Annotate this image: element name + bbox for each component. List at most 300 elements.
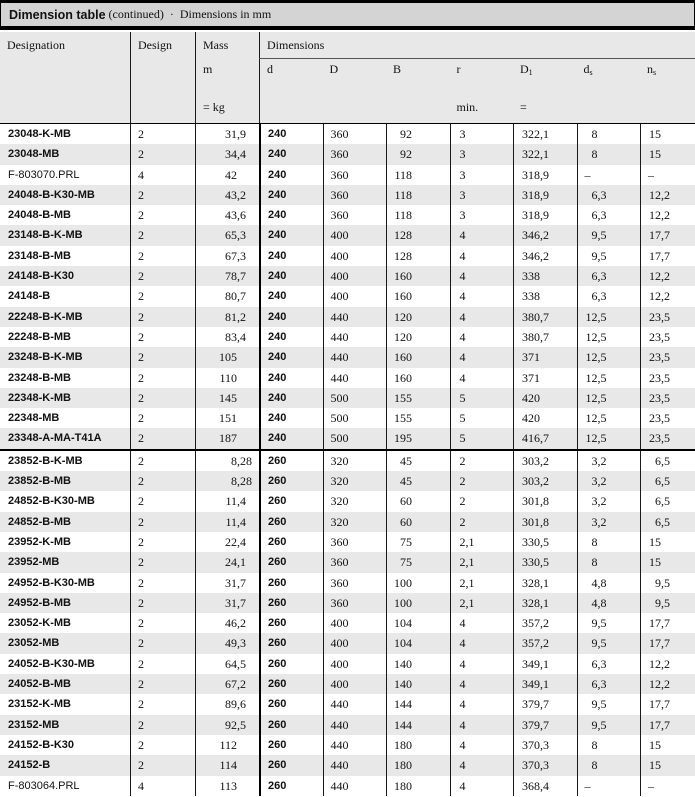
cell-d: 240 xyxy=(259,246,323,266)
column-header-design: Design xyxy=(130,32,195,59)
cell-ns: 12,2 xyxy=(640,266,695,286)
cell-D: 440 xyxy=(323,307,387,327)
cell-B: 140 xyxy=(386,674,450,694)
cell-mass_kg: 22,4 xyxy=(195,532,259,552)
cell-designation: 22248-B-K-MB xyxy=(8,310,83,323)
cell-ns: 17,7 xyxy=(640,694,695,714)
cell-r_min: 4 xyxy=(450,613,514,633)
cell-D: 360 xyxy=(323,593,387,613)
table-row xyxy=(0,327,695,347)
cell-B: 100 xyxy=(386,593,450,613)
cell-mass_kg: 64,5 xyxy=(195,654,259,674)
cell-design: 2 xyxy=(130,613,195,633)
cell-ns: 12,2 xyxy=(640,205,695,225)
cell-B: 160 xyxy=(386,368,450,388)
cell-d: 240 xyxy=(259,388,323,408)
cell-ds: 9,5 xyxy=(577,633,641,653)
cell-ds: 6,3 xyxy=(577,185,641,205)
cell-B: 140 xyxy=(386,654,450,674)
cell-D: 360 xyxy=(323,124,387,144)
cell-design: 2 xyxy=(130,266,195,286)
column-note-r-min: min. xyxy=(456,100,479,114)
cell-mass_kg: 67,3 xyxy=(195,246,259,266)
cell-ds: 12,5 xyxy=(577,428,641,448)
cell-ns: 15 xyxy=(640,735,695,755)
cell-D: 360 xyxy=(323,573,387,593)
cell-D: 360 xyxy=(323,205,387,225)
cell-designation: 23248-B-K-MB xyxy=(8,351,83,364)
cell-B: 92 xyxy=(386,144,450,164)
cell-D1: 330,5 xyxy=(513,532,577,552)
cell-r_min: 2,1 xyxy=(450,552,514,572)
cell-r_min: 4 xyxy=(450,694,514,714)
cell-ns: 23,5 xyxy=(640,327,695,347)
cell-designation: 23048-K-MB xyxy=(8,128,71,140)
column-header-mass-unit: = kg xyxy=(195,89,259,123)
cell-r_min: 3 xyxy=(450,205,514,225)
cell-designation: F-803064.PRL xyxy=(8,779,80,792)
cell-ds: 3,2 xyxy=(577,451,641,471)
cell-D: 500 xyxy=(323,428,387,448)
cell-D: 320 xyxy=(323,512,387,532)
title-separator: · xyxy=(169,7,174,21)
cell-D1: 380,7 xyxy=(513,327,577,347)
cell-D1: 379,7 xyxy=(513,715,577,735)
cell-ns: 12,2 xyxy=(640,286,695,306)
table-row xyxy=(0,307,695,327)
cell-ns: 6,5 xyxy=(640,471,695,491)
cell-d: 260 xyxy=(259,633,323,653)
cell-D1: 318,9 xyxy=(513,205,577,225)
cell-ds: 6,3 xyxy=(577,266,641,286)
cell-D1: 318,9 xyxy=(513,185,577,205)
cell-designation: 24048-B-K30-MB xyxy=(8,188,95,201)
cell-ds: 9,5 xyxy=(577,694,641,714)
cell-r_min: 2 xyxy=(450,512,514,532)
cell-r_min: 2 xyxy=(450,451,514,471)
cell-D: 320 xyxy=(323,471,387,491)
cell-r_min: 4 xyxy=(450,225,514,245)
header-empty xyxy=(130,89,195,123)
cell-B: 118 xyxy=(386,205,450,225)
cell-D1: 346,2 xyxy=(513,246,577,266)
cell-designation: 24148-B-K30 xyxy=(8,270,75,283)
cell-designation: 24952-B-K30-MB xyxy=(8,576,95,589)
cell-B: 195 xyxy=(386,428,450,448)
table-row xyxy=(0,388,695,408)
column-header-ds: $d_s$ xyxy=(583,62,593,77)
cell-designation: 23148-B-K-MB xyxy=(8,229,83,242)
table-row xyxy=(0,552,695,572)
cell-design: 2 xyxy=(130,185,195,205)
table-row xyxy=(0,124,695,144)
column-header-B: B xyxy=(393,62,402,76)
cell-B: 92 xyxy=(386,124,450,144)
cell-B: 128 xyxy=(386,225,450,245)
cell-D: 440 xyxy=(323,755,387,775)
cell-D1: 368,4 xyxy=(513,776,577,796)
cell-design: 2 xyxy=(130,654,195,674)
header-empty xyxy=(0,59,130,89)
cell-D: 400 xyxy=(323,633,387,653)
header-empty xyxy=(0,89,130,123)
cell-design: 2 xyxy=(130,205,195,225)
cell-B: 128 xyxy=(386,246,450,266)
cell-ds: 3,2 xyxy=(577,471,641,491)
cell-mass_kg: 105 xyxy=(195,347,259,367)
cell-d: 260 xyxy=(259,471,323,491)
cell-ds: 9,5 xyxy=(577,715,641,735)
cell-ds: 8 xyxy=(577,552,641,572)
cell-ns: 23,5 xyxy=(640,388,695,408)
cell-designation: 23952-K-MB xyxy=(8,535,71,548)
cell-mass_kg: 81,2 xyxy=(195,307,259,327)
cell-D: 400 xyxy=(323,225,387,245)
cell-r_min: 2 xyxy=(450,491,514,511)
cell-B: 155 xyxy=(386,388,450,408)
cell-D1: 416,7 xyxy=(513,428,577,448)
cell-d: 240 xyxy=(259,286,323,306)
cell-ns: 23,5 xyxy=(640,368,695,388)
table-body xyxy=(0,124,695,796)
column-header-mass: Mass xyxy=(195,32,259,59)
column-header-d: d xyxy=(259,59,323,89)
cell-B: 60 xyxy=(386,512,450,532)
cell-ns: 12,2 xyxy=(640,185,695,205)
cell-d: 240 xyxy=(259,408,323,428)
cell-mass_kg: 43,2 xyxy=(195,185,259,205)
cell-designation: 24152-B-K30 xyxy=(8,738,75,751)
cell-ns: 17,7 xyxy=(640,715,695,735)
cell-designation: 24852-B-MB xyxy=(8,515,71,528)
cell-r_min: 4 xyxy=(450,347,514,367)
cell-ns: 23,5 xyxy=(640,428,695,448)
cell-ns: 15 xyxy=(640,532,695,552)
cell-r_min: 4 xyxy=(450,266,514,286)
cell-mass_kg: 34,4 xyxy=(195,144,259,164)
column-header-ns: $n_s$ xyxy=(647,62,657,77)
cell-r_min: 3 xyxy=(450,185,514,205)
cell-B: 144 xyxy=(386,694,450,714)
cell-D1: 338 xyxy=(513,286,577,306)
cell-ns: 23,5 xyxy=(640,307,695,327)
cell-ds: 4,8 xyxy=(577,573,641,593)
header-empty xyxy=(259,89,323,123)
cell-r_min: 5 xyxy=(450,388,514,408)
header-row-2 xyxy=(0,59,695,89)
cell-ns: 15 xyxy=(640,755,695,775)
cell-r_min: 2,1 xyxy=(450,532,514,552)
cell-D: 360 xyxy=(323,532,387,552)
cell-r_min: 4 xyxy=(450,286,514,306)
cell-mass_kg: 65,3 xyxy=(195,225,259,245)
cell-B: 180 xyxy=(386,776,450,796)
cell-mass_kg: 89,6 xyxy=(195,694,259,714)
cell-D1: 328,1 xyxy=(513,593,577,613)
cell-r_min: 4 xyxy=(450,715,514,735)
cell-d: 260 xyxy=(259,532,323,552)
cell-ds: 9,5 xyxy=(577,246,641,266)
cell-B: 45 xyxy=(386,471,450,491)
cell-mass_kg: 151 xyxy=(195,408,259,428)
table-row xyxy=(0,165,695,185)
cell-D: 400 xyxy=(323,266,387,286)
cell-B: 180 xyxy=(386,735,450,755)
cell-D: 360 xyxy=(323,144,387,164)
cell-designation: 23052-MB xyxy=(8,637,60,650)
cell-D: 360 xyxy=(323,185,387,205)
cell-D1: 420 xyxy=(513,388,577,408)
cell-D1: 301,8 xyxy=(513,491,577,511)
cell-ds: – xyxy=(577,776,641,796)
cell-D1: 301,8 xyxy=(513,512,577,532)
cell-designation: 23852-B-K-MB xyxy=(8,454,83,467)
header-empty xyxy=(386,89,450,123)
cell-D1: 380,7 xyxy=(513,307,577,327)
cell-design: 2 xyxy=(130,225,195,245)
column-header-r: r xyxy=(456,62,461,76)
cell-r_min: 3 xyxy=(450,144,514,164)
cell-ns: 6,5 xyxy=(640,451,695,471)
cell-designation: 24052-B-K30-MB xyxy=(8,657,95,670)
table-row xyxy=(0,593,695,613)
cell-ds: 12,5 xyxy=(577,388,641,408)
cell-r_min: 4 xyxy=(450,776,514,796)
title-bar xyxy=(0,0,695,26)
cell-B: 155 xyxy=(386,408,450,428)
cell-D1: 379,7 xyxy=(513,694,577,714)
table-row xyxy=(0,694,695,714)
cell-D: 500 xyxy=(323,388,387,408)
cell-D: 440 xyxy=(323,347,387,367)
cell-r_min: 4 xyxy=(450,633,514,653)
cell-design: 2 xyxy=(130,593,195,613)
cell-mass_kg: 46,2 xyxy=(195,613,259,633)
cell-mass_kg: 145 xyxy=(195,388,259,408)
cell-ns: – xyxy=(640,165,695,185)
cell-B: 104 xyxy=(386,613,450,633)
cell-ns: 23,5 xyxy=(640,408,695,428)
cell-d: 240 xyxy=(259,347,323,367)
cell-B: 104 xyxy=(386,633,450,653)
cell-D: 440 xyxy=(323,715,387,735)
cell-ns: 15 xyxy=(640,124,695,144)
cell-design: 2 xyxy=(130,735,195,755)
cell-B: 160 xyxy=(386,347,450,367)
cell-designation: 22248-B-MB xyxy=(8,330,71,343)
cell-design: 2 xyxy=(130,552,195,572)
cell-ds: 9,5 xyxy=(577,613,641,633)
table-row xyxy=(0,654,695,674)
cell-D: 400 xyxy=(323,674,387,694)
header-row-3 xyxy=(0,89,695,123)
cell-ds: – xyxy=(577,165,641,185)
column-header-dimensions: Dimensions xyxy=(259,32,695,59)
cell-d: 260 xyxy=(259,715,323,735)
cell-design: 2 xyxy=(130,124,195,144)
cell-d: 240 xyxy=(259,225,323,245)
column-header-D1: $D_1$ xyxy=(520,62,533,77)
cell-D: 360 xyxy=(323,165,387,185)
cell-D1: 349,1 xyxy=(513,674,577,694)
title-continued-text: (continued) xyxy=(108,7,164,21)
cell-ds: 12,5 xyxy=(577,347,641,367)
cell-d: 260 xyxy=(259,694,323,714)
cell-ds: 8 xyxy=(577,755,641,775)
cell-B: 75 xyxy=(386,552,450,572)
cell-D1: 328,1 xyxy=(513,573,577,593)
table-row xyxy=(0,368,695,388)
cell-mass_kg: 31,9 xyxy=(195,124,259,144)
table-row xyxy=(0,674,695,694)
cell-D1: 303,2 xyxy=(513,451,577,471)
cell-ns: 6,5 xyxy=(640,512,695,532)
cell-D1: 303,2 xyxy=(513,471,577,491)
cell-design: 2 xyxy=(130,388,195,408)
cell-mass_kg: 31,7 xyxy=(195,573,259,593)
cell-designation: 24952-B-MB xyxy=(8,596,71,609)
cell-mass_kg: 112 xyxy=(195,735,259,755)
table-row xyxy=(0,613,695,633)
cell-ds: 6,3 xyxy=(577,286,641,306)
table-row xyxy=(0,573,695,593)
cell-ns: 15 xyxy=(640,552,695,572)
cell-r_min: 5 xyxy=(450,428,514,448)
header-empty xyxy=(640,89,695,123)
table-row xyxy=(0,735,695,755)
cell-designation: 24852-B-K30-MB xyxy=(8,495,95,508)
cell-ns: 12,2 xyxy=(640,654,695,674)
cell-D1: 420 xyxy=(513,408,577,428)
cell-d: 260 xyxy=(259,613,323,633)
header-empty xyxy=(577,89,641,123)
cell-mass_kg: 110 xyxy=(195,368,259,388)
title-note: Dimensions in mm xyxy=(179,7,272,21)
cell-ds: 12,5 xyxy=(577,368,641,388)
cell-r_min: 5 xyxy=(450,408,514,428)
cell-mass_kg: 187 xyxy=(195,428,259,448)
cell-D1: 322,1 xyxy=(513,124,577,144)
cell-r_min: 4 xyxy=(450,327,514,347)
cell-design: 2 xyxy=(130,408,195,428)
header-row-1 xyxy=(0,32,695,59)
table-row xyxy=(0,408,695,428)
cell-design: 2 xyxy=(130,451,195,471)
cell-D: 440 xyxy=(323,735,387,755)
cell-B: 120 xyxy=(386,307,450,327)
cell-mass_kg: 78,7 xyxy=(195,266,259,286)
cell-D: 400 xyxy=(323,654,387,674)
table-row xyxy=(0,144,695,164)
cell-B: 180 xyxy=(386,755,450,775)
cell-r_min: 4 xyxy=(450,654,514,674)
cell-designation: 23052-K-MB xyxy=(8,617,71,630)
cell-d: 240 xyxy=(259,205,323,225)
cell-mass_kg: 49,3 xyxy=(195,633,259,653)
cell-r_min: 2 xyxy=(450,471,514,491)
table-row xyxy=(0,286,695,306)
cell-d: 240 xyxy=(259,368,323,388)
cell-B: 118 xyxy=(386,165,450,185)
cell-designation: 22348-K-MB xyxy=(8,391,71,404)
cell-ds: 6,3 xyxy=(577,205,641,225)
cell-design: 2 xyxy=(130,633,195,653)
cell-D: 440 xyxy=(323,327,387,347)
cell-D1: 330,5 xyxy=(513,552,577,572)
table-row xyxy=(0,451,695,471)
cell-design: 2 xyxy=(130,327,195,347)
cell-D: 320 xyxy=(323,491,387,511)
cell-ns: – xyxy=(640,776,695,796)
cell-mass_kg: 11,4 xyxy=(195,491,259,511)
cell-r_min: 3 xyxy=(450,165,514,185)
cell-design: 2 xyxy=(130,246,195,266)
cell-r_min: 4 xyxy=(450,735,514,755)
cell-designation: 22348-MB xyxy=(8,412,60,425)
cell-B: 75 xyxy=(386,532,450,552)
cell-designation: 23852-B-MB xyxy=(8,475,71,488)
cell-D: 320 xyxy=(323,451,387,471)
cell-ns: 17,7 xyxy=(640,633,695,653)
cell-D: 400 xyxy=(323,246,387,266)
cell-r_min: 4 xyxy=(450,755,514,775)
cell-d: 240 xyxy=(259,307,323,327)
cell-designation: F-803070.PRL xyxy=(8,168,80,181)
table-header xyxy=(0,32,695,124)
cell-D: 360 xyxy=(323,552,387,572)
table-row xyxy=(0,266,695,286)
cell-r_min: 3 xyxy=(450,124,514,144)
cell-d: 260 xyxy=(259,755,323,775)
cell-D: 440 xyxy=(323,776,387,796)
cell-D1: 318,9 xyxy=(513,165,577,185)
cell-ds: 4,8 xyxy=(577,593,641,613)
cell-d: 260 xyxy=(259,573,323,593)
cell-B: 100 xyxy=(386,573,450,593)
cell-r_min: 2,1 xyxy=(450,573,514,593)
cell-ns: 12,2 xyxy=(640,674,695,694)
cell-D: 440 xyxy=(323,694,387,714)
cell-D1: 338 xyxy=(513,266,577,286)
cell-ds: 3,2 xyxy=(577,491,641,511)
cell-mass_kg: 8,28 xyxy=(195,471,259,491)
cell-ns: 9,5 xyxy=(640,573,695,593)
cell-d: 240 xyxy=(259,124,323,144)
cell-design: 2 xyxy=(130,694,195,714)
cell-D1: 349,1 xyxy=(513,654,577,674)
cell-d: 260 xyxy=(259,674,323,694)
cell-mass_kg: 114 xyxy=(195,755,259,775)
cell-ds: 8 xyxy=(577,144,641,164)
cell-design: 2 xyxy=(130,368,195,388)
cell-ds: 3,2 xyxy=(577,512,641,532)
table-row xyxy=(0,755,695,775)
cell-design: 2 xyxy=(130,755,195,775)
cell-ns: 17,7 xyxy=(640,613,695,633)
cell-ns: 15 xyxy=(640,144,695,164)
cell-mass_kg: 31,7 xyxy=(195,593,259,613)
cell-d: 260 xyxy=(259,512,323,532)
table-row xyxy=(0,428,695,448)
cell-ns: 17,7 xyxy=(640,225,695,245)
cell-r_min: 4 xyxy=(450,307,514,327)
cell-design: 4 xyxy=(130,165,195,185)
cell-ds: 12,5 xyxy=(577,307,641,327)
cell-designation: 24048-B-MB xyxy=(8,209,71,222)
cell-d: 260 xyxy=(259,491,323,511)
cell-d: 260 xyxy=(259,451,323,471)
cell-mass_kg: 80,7 xyxy=(195,286,259,306)
